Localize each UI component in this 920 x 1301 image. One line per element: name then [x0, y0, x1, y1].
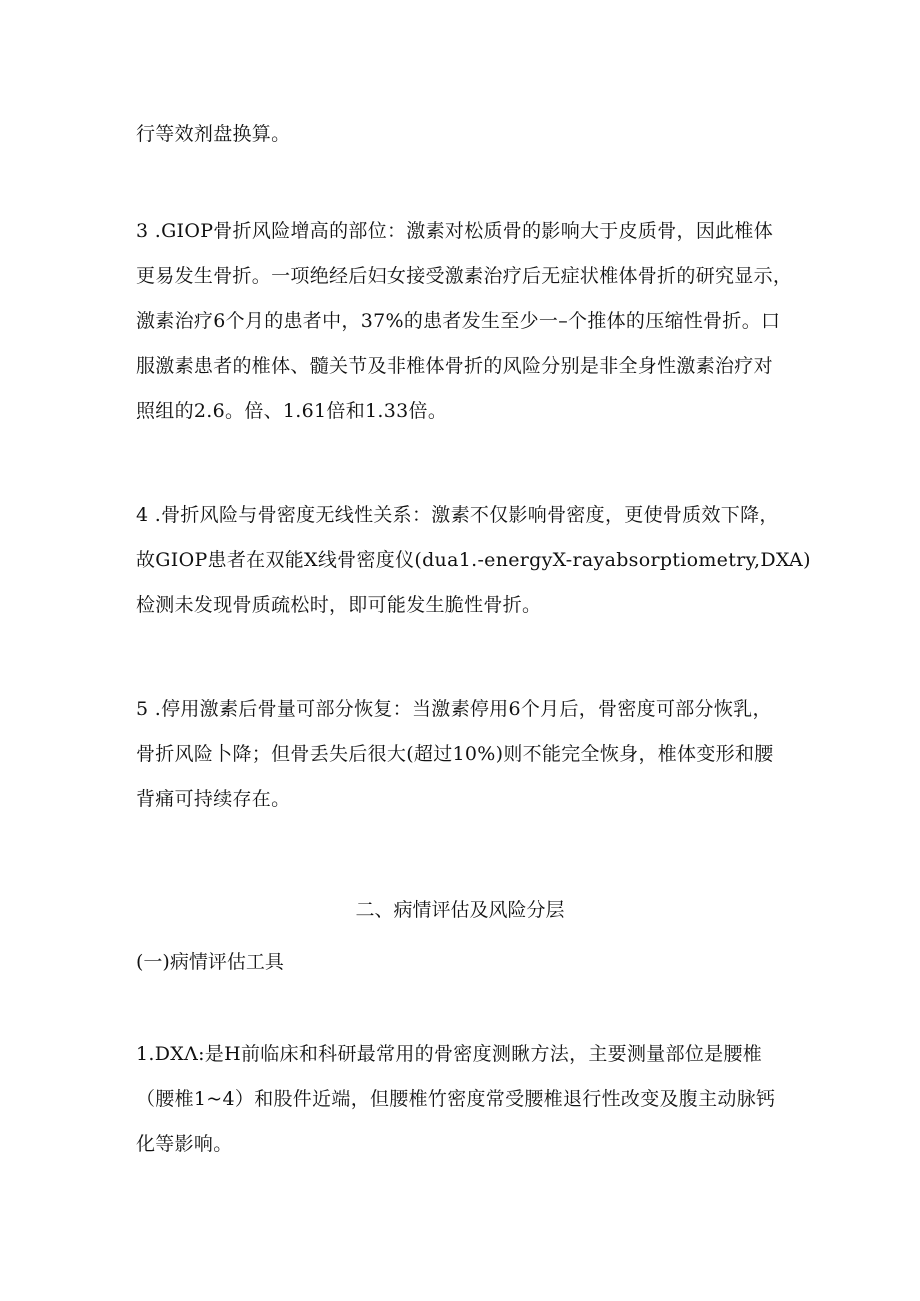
subsection-title: (一)病情评估工具	[136, 951, 284, 973]
text-line: 1.DXΛ:是H前临床和科研最常用的骨密度测瞅方法，主要测量部位是腰椎	[136, 1043, 763, 1065]
text-line: 5 .停用激素后骨量可部分恢复：当激素停用6个月后，骨密度可部分恢乳，	[136, 698, 772, 720]
text-line: 故GIOP患者在双能X线骨密度仪(dua1.-energyX-rayabsorptiometry,DXA)	[136, 549, 811, 571]
text-line: （腰椎1~4）和股件近端，但腰椎竹密度常受腰椎退行性改变及腹主动脉钙	[136, 1088, 776, 1110]
text-line: 检测未发现骨质疏松时，即可能发生脆性骨折。	[136, 594, 542, 616]
text-line: 行等效剂盘换算。	[136, 123, 291, 145]
text-line: 照组的2.6。倍、1.61倍和1.33倍。	[136, 400, 448, 422]
text-line: 骨折风险卜降；但骨丢失后很大(超过10%)则不能完全恢身，椎体变形和腰	[136, 743, 774, 765]
text-line: 更易发生骨折。一项绝经后妇女接受激素治疗后无症状椎体骨折的研究显示，	[136, 265, 793, 287]
paragraph-dxa	[136, 1032, 806, 1167]
text-line: 激素治疗6个月的患者中，37%的患者发生至少一–个推体的压缩性骨折。口	[136, 310, 781, 332]
paragraph-item-4	[136, 493, 811, 628]
paragraph-item-3	[136, 209, 806, 434]
text-line: 背痛可持续存在。	[136, 788, 291, 810]
section-title: 二、病情评估及风险分层	[355, 899, 565, 921]
text-line: 3 .GIOP骨折风险增高的部位：激素对松质骨的影响大于皮质骨，因此椎体	[136, 220, 774, 242]
text-line: 化等影响。	[136, 1133, 233, 1155]
paragraph-continuation	[136, 112, 806, 157]
text-line: 服激素患者的椎体、髓关节及非椎体骨折的风险分别是非全身性激素治疗对	[136, 355, 773, 377]
paragraph-item-5	[136, 687, 806, 822]
text-line: 4 .骨折风险与骨密度无线性关系：激素不仅影响骨密度，更使骨质效下降，	[136, 504, 779, 526]
